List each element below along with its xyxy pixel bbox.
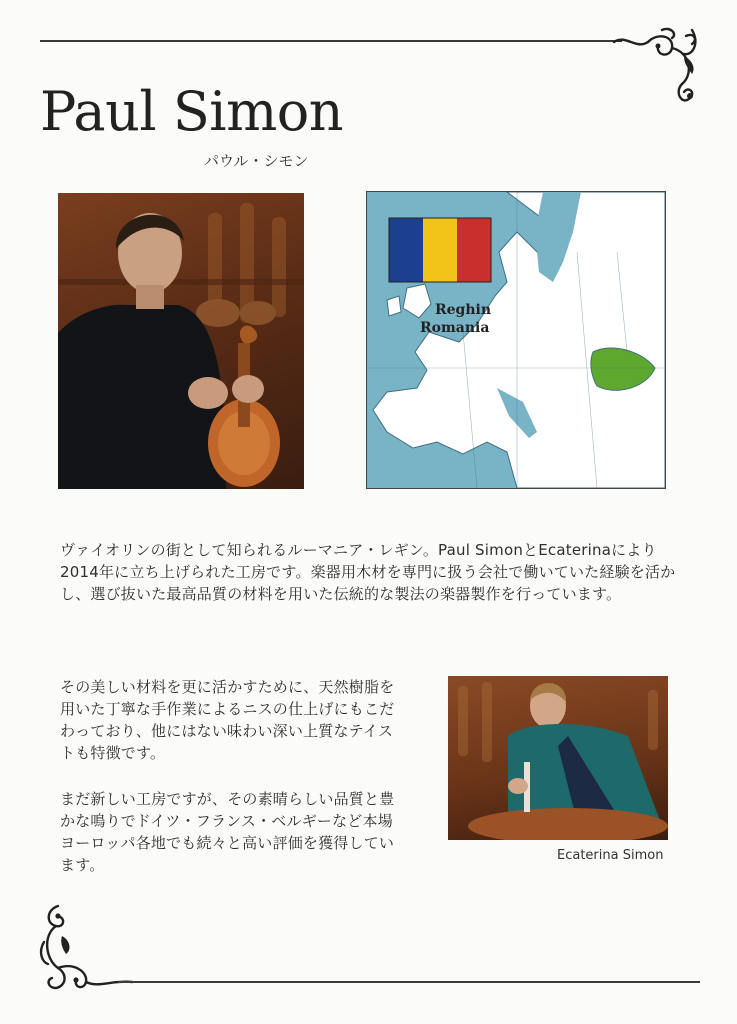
map-label-city: Reghin — [435, 302, 492, 318]
page-subtitle-katakana: パウル・シモン — [204, 152, 309, 170]
map-label-country: Romania — [420, 320, 490, 336]
europe-map-graphic — [367, 192, 665, 488]
bottom-rule — [118, 981, 700, 983]
photo-caption: Ecaterina Simon — [557, 848, 664, 863]
varnish-paragraph: その美しい材料を更に活かすために、天然樹脂を用いた丁寧な手作業によるニスの仕上げにもこだわっており、他にはない味わい深い上質なテイストも特徴です。 — [60, 678, 395, 762]
flourish-ornament-top-right — [612, 26, 702, 118]
page-title: Paul Simon — [40, 80, 344, 143]
photo-paul-simon — [58, 193, 304, 489]
luthier-photo-illustration — [58, 193, 304, 489]
top-rule — [40, 40, 622, 42]
photo-ecaterina-simon — [448, 676, 668, 840]
reputation-paragraph: まだ新しい工房ですが、その素晴らしい品質と豊かな鳴りでドイツ・フランス・ベルギーなど本場ヨーロッパ各地でも続々と高い評価を獲得しています。 — [60, 790, 395, 874]
varnishing-photo-illustration — [448, 676, 668, 840]
flourish-ornament-bottom-left — [38, 902, 134, 998]
intro-paragraph: ヴァイオリンの街として知られるルーマニア・レギン。Paul SimonとEcaterinaにより2014年に立ち上げられた工房です。楽器用木材を専門に扱う会社で働いていた経験を活かし、選び抜いた最高品質の材料を用いた伝統的な製法の楽器製作を行っています。 — [60, 541, 676, 603]
europe-map — [366, 191, 666, 489]
